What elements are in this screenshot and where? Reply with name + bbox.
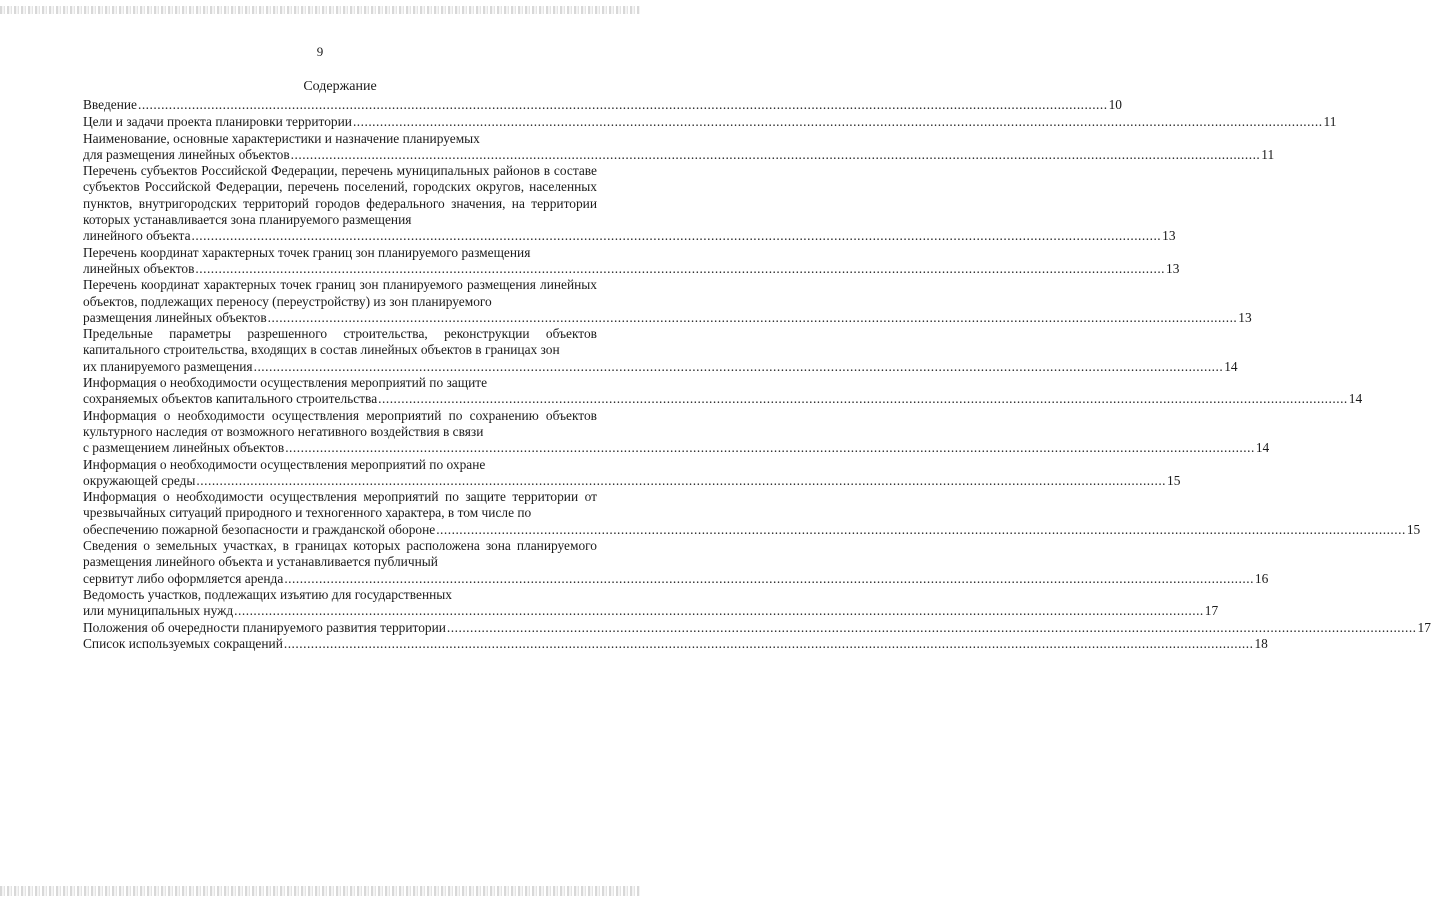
toc-entry[interactable] (83, 586, 1219, 620)
toc-entry-page: 15 (1406, 521, 1421, 537)
toc-entry-page: 14 (1255, 440, 1270, 456)
toc-entry-title: сервитут либо оформляется аренда (83, 570, 284, 586)
toc-entry-page: 16 (1254, 570, 1269, 586)
toc-entry-page: 13 (1162, 228, 1176, 244)
toc-entry[interactable] (83, 244, 1180, 278)
toc-entry[interactable] (83, 375, 1363, 408)
toc-entry-title: Список используемых сокращений (83, 635, 283, 651)
toc-entry-text: Ведомость участков, подлежащих изъятию для государственных (83, 586, 452, 602)
toc-entry-title: с размещением линейных объектов (83, 440, 285, 456)
toc-entry[interactable] (83, 114, 1337, 130)
toc-entry-title: размещения линейных объектов (83, 309, 267, 325)
toc-leader-dots (284, 636, 1254, 652)
toc-entry[interactable] (83, 277, 1252, 326)
toc-entry[interactable] (83, 538, 1269, 587)
toc-entry-title: обеспечению пожарной безопасности и гражданской обороне (83, 521, 436, 537)
toc-title: Содержание (303, 79, 377, 94)
toc-entry-text: Информация о необходимости осуществления мероприятий по охране (83, 456, 486, 472)
toc-entry-text: Сведения о земельных участках, в границах которых расположена зона планируемого размещения линейного объекта и устанавливается публичный (83, 538, 597, 570)
toc-leader-dots (138, 97, 1108, 113)
toc-entry[interactable] (83, 456, 1181, 490)
toc-entry[interactable] (83, 163, 1176, 244)
toc-entry-title: их планируемого размещения (83, 358, 253, 374)
toc-leader-dots (268, 310, 1238, 326)
toc-entry-page: 15 (1167, 472, 1181, 488)
toc-entry-page: 17 (1417, 619, 1431, 635)
toc-entry[interactable] (83, 407, 1270, 457)
toc-leader-dots (447, 620, 1417, 636)
toc-entry-title: сохраняемых объектов капитального строительства (83, 391, 378, 407)
toc-entry-page: 18 (1254, 635, 1268, 651)
toc-entry[interactable] (83, 635, 1268, 652)
toc-entry-page: 11 (1261, 146, 1275, 162)
toc-entry-page: 11 (1323, 114, 1337, 130)
scan-artifact-bottom (0, 886, 640, 896)
toc-entry-title: для размещения линейных объектов (83, 146, 290, 162)
toc-entry-page: 14 (1224, 358, 1238, 374)
table-of-contents (83, 97, 1431, 652)
toc-leader-dots (254, 359, 1224, 375)
toc-entry[interactable] (83, 619, 1431, 636)
scan-artifact-top (0, 6, 640, 14)
toc-leader-dots (353, 114, 1323, 130)
toc-entry-title: или муниципальных нужд (83, 603, 234, 619)
toc-leader-dots (291, 147, 1261, 163)
toc-leader-dots (234, 603, 1204, 619)
toc-entry-page: 13 (1238, 309, 1252, 325)
toc-leader-dots (196, 473, 1166, 489)
toc-entry-page: 10 (1108, 97, 1122, 112)
toc-entry-text: Информация о необходимости осуществления мероприятий по сохранению объектов культурного наследия от возможного негативного воздействия в связи (83, 407, 597, 439)
toc-entry[interactable] (83, 489, 1421, 538)
toc-entry-title: Положения об очередности планируемого развития территории (83, 619, 446, 635)
toc-entry-text: Предельные параметры разрешенного строительства, реконструкции объектов капитального строительства, входящих в состав линейных объектов в границах зон (83, 326, 597, 358)
toc-entry-title: окружающей среды (83, 472, 196, 488)
toc-entry-title: линейных объектов (83, 260, 195, 276)
toc-entry-title: линейного объекта (83, 228, 191, 244)
toc-entry-text: Наименование, основные характеристики и назначение планируемых (83, 130, 480, 146)
toc-leader-dots (436, 522, 1406, 538)
toc-entry-title: Введение (83, 97, 137, 112)
toc-entry-text: Перечень координат характерных точек границ зон планируемого размещения (83, 244, 531, 260)
toc-leader-dots (195, 261, 1165, 277)
toc-entry[interactable] (83, 326, 1238, 375)
toc-entry[interactable] (83, 130, 1275, 164)
toc-leader-dots (284, 571, 1254, 587)
toc-entry[interactable] (83, 97, 1122, 113)
toc-leader-dots (192, 228, 1162, 244)
toc-entry-text: Перечень координат характерных точек границ зон планируемого размещения линейных объектов, подлежащих переносу (переустройству) из зон планируемого (83, 277, 597, 309)
toc-entry-page: 13 (1166, 260, 1180, 276)
toc-entry-page: 14 (1348, 391, 1363, 407)
toc-entry-text: Информация о необходимости осуществления мероприятий по защите (83, 375, 488, 391)
toc-entry-page: 17 (1204, 603, 1219, 619)
page-number: 9 (316, 44, 324, 59)
toc-leader-dots (285, 440, 1255, 456)
toc-entry-title: Цели и задачи проекта планировки территории (83, 114, 352, 130)
toc-entry-text: Информация о необходимости осуществления мероприятий по защите территории от чрезвычайных ситуаций природного и техногенного характера, в том числе по (83, 489, 597, 521)
toc-entry-text: Перечень субъектов Российской Федерации, перечень муниципальных районов в составе субъектов Российской Федерации, перечень поселений, городских округов, населенных пунктов, внутригородских территорий городов федерального значения, на территории которых устанавливается зона планируемого размещения (83, 163, 597, 228)
toc-leader-dots (378, 391, 1348, 407)
